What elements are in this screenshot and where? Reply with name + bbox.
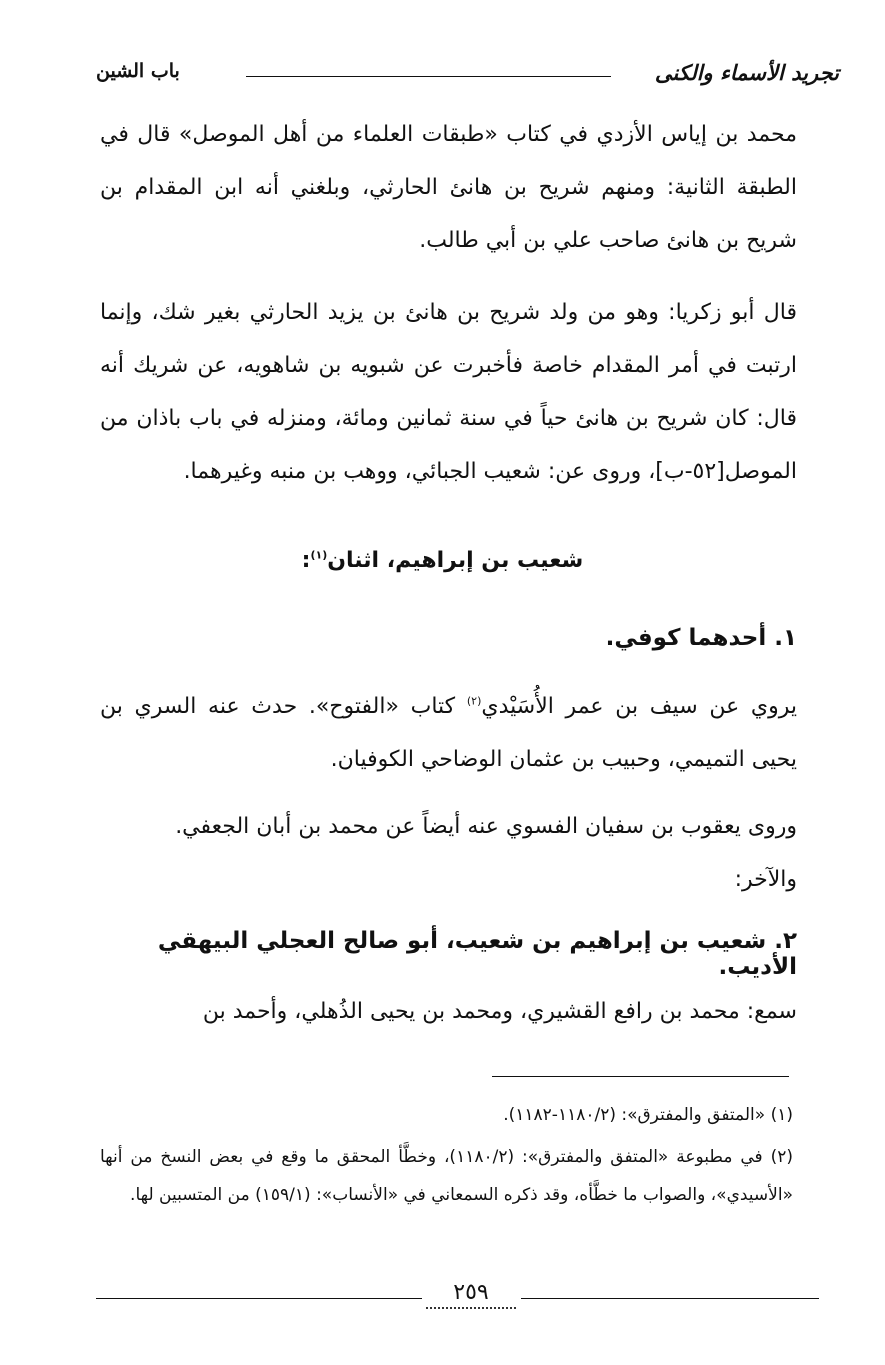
sub-heading-2: ٢. شعيب بن إبراهيم بن شعيب، أبو صالح العجلي البيهقي الأديب. xyxy=(157,928,797,980)
entry-heading-text: شعيب بن إبراهيم، اثنان xyxy=(327,548,584,573)
entry-heading-colon: : xyxy=(301,548,311,573)
paragraph-4-other: والآخر: xyxy=(734,867,797,892)
footnote-ref-1[interactable]: (١) xyxy=(310,548,328,562)
paragraph-3 xyxy=(100,680,797,786)
entry-heading xyxy=(0,548,885,573)
footnote-separator xyxy=(492,1076,789,1077)
sub-heading-1: ١. أحدهما كوفي. xyxy=(605,625,797,651)
paragraph-3-start: يروي عن سيف بن عمر الأُسَيْدي xyxy=(481,694,797,719)
footnotes xyxy=(100,1096,793,1218)
paragraph-5: سمع: محمد بن رافع القشيري، ومحمد بن يحيى الذُهلي، وأحمد بن xyxy=(202,999,797,1024)
paragraph-3-end: كتاب «الفتوح». حدث عنه السري بن يحيى التميمي، وحبيب بن عثمان الوضاحي الكوفيان. xyxy=(100,694,797,772)
paragraph-2: قال أبو زكريا: وهو من ولد شريح بن هانئ بن يزيد الحارثي بغير شك، وإنما ارتبت في أمر المقدام خاصة فأخبرت عن شبويه بن شاهويه، عن شريك أنه قال: كان شريح بن هانئ حياً في سنة ثمانين ومائة، ومنزله في باب باذان من الموصل[٥٢-ب]، وروى عن: شعيب الجبائي، ووهب بن منبه وغيرهما. xyxy=(100,300,797,484)
paragraph-4-line: وروى يعقوب بن سفيان الفسوي عنه أيضاً عن محمد بن أبان الجعفي. xyxy=(175,814,797,839)
chapter-title: باب الشين xyxy=(96,60,180,82)
page-number: ٢٥٩ xyxy=(426,1280,516,1309)
paragraph-1: محمد بن إياس الأزدي في كتاب «طبقات العلماء من أهل الموصل» قال في الطبقة الثانية: ومنهم شريح بن هانئ الحارثي، وبلغني أنه ابن المقدام بن شريح بن هانئ صاحب علي بن أبي طالب. xyxy=(100,122,797,253)
page-footer xyxy=(96,1278,819,1318)
book-title: تجريد الأسماء والكنى xyxy=(654,60,839,85)
paragraph-4 xyxy=(100,800,797,906)
footnote-2: (٢) في مطبوعة «المتفق والمفترق»: (١١٨٠/٢)، وخطَّأ المحقق ما وقع في بعض النسخ من أنها «الأسيدي»، والصواب ما خطَّأه، وقد ذكره السمعاني في «الأنساب»: (١٥٩/١) من المتسبين لها. xyxy=(100,1147,793,1205)
header-rule xyxy=(246,76,611,77)
footer-rule-left xyxy=(96,1298,422,1299)
footer-rule-right xyxy=(521,1298,819,1299)
footnote-ref-2[interactable]: (٢) xyxy=(466,694,482,708)
footnote-1: (١) «المتفق والمفترق»: (١١٨٠/٢-١١٨٢). xyxy=(503,1105,793,1125)
running-header xyxy=(96,56,839,92)
